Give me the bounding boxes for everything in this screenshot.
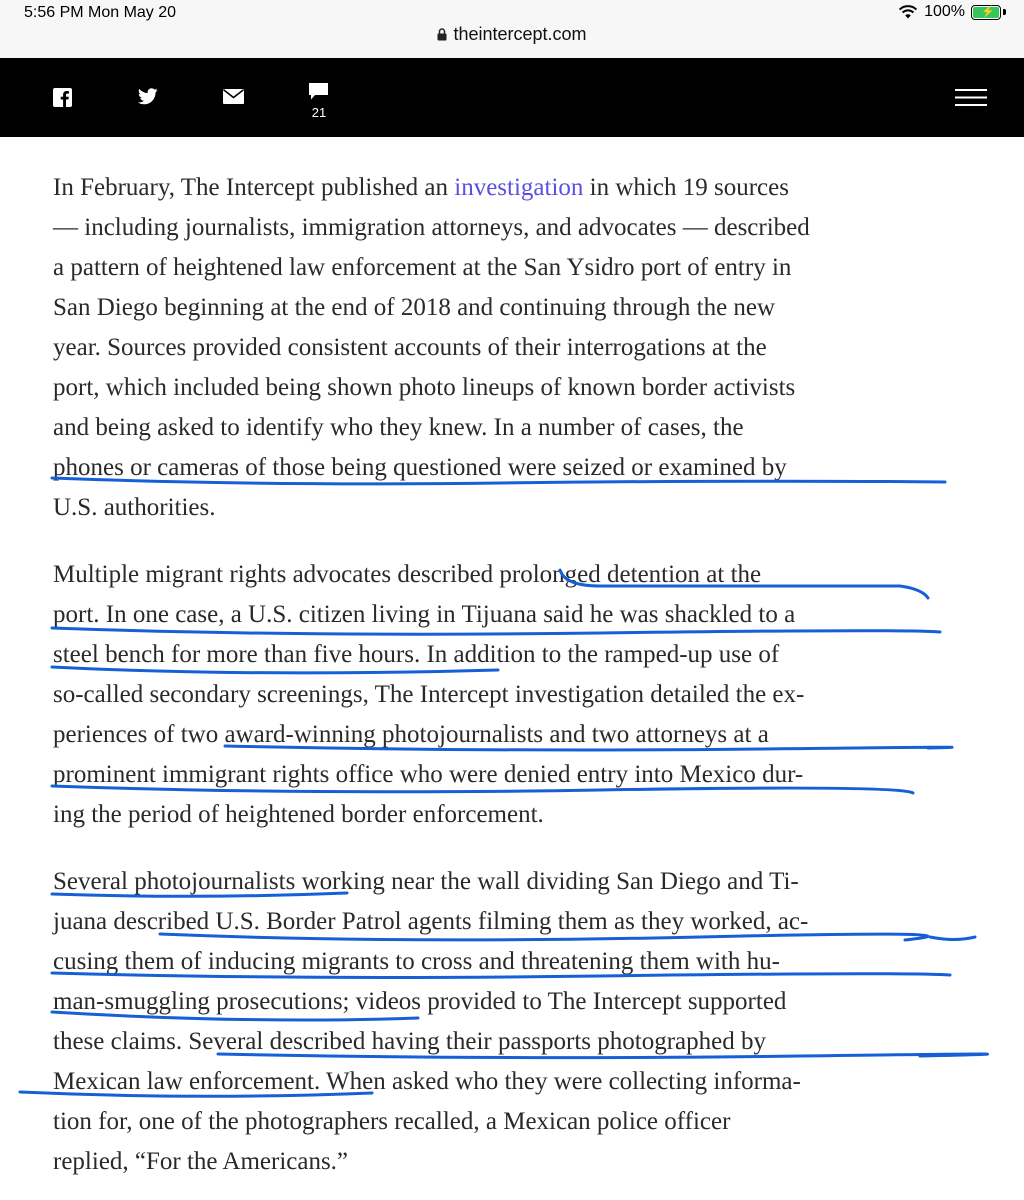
paragraph-2 [53, 555, 983, 835]
p2-line: steel bench for more than five hours. In addition to the ramped-up use of [53, 641, 780, 668]
share-toolbar [0, 58, 1024, 137]
p3-line: Mexican law enforcement. When asked who they were collecting informa- [53, 1068, 801, 1095]
status-time: 5:56 PM [24, 4, 84, 21]
mail-icon[interactable] [223, 89, 244, 104]
wifi-icon [898, 5, 918, 19]
p1-text-start: In February, The Intercept published an [53, 174, 455, 201]
status-bar [0, 0, 1024, 58]
p2-line: ing the period of heightened border enforcement. [53, 801, 544, 828]
comment-count[interactable]: 21 [311, 105, 327, 120]
p1-line: U.S. authorities. [53, 494, 216, 521]
p1-line: port, which included being shown photo lineups of known border activists [53, 374, 796, 401]
p2-line: port. In one case, a U.S. citizen living in Tijuana said he was shackled to a [53, 601, 796, 628]
p1-text-end: in which 19 sources [583, 174, 789, 201]
p3-line: these claims. Several described having their passports photographed by [53, 1028, 767, 1055]
url-text: theintercept.com [453, 24, 587, 44]
p3-line: juana described U.S. Border Patrol agents filming them as they worked, ac- [53, 908, 809, 935]
p3-line: replied, “For the Americans.” [53, 1148, 349, 1175]
comment-icon[interactable] [309, 83, 328, 100]
p2-line: Multiple migrant rights advocates described prolonged detention at the [53, 561, 762, 588]
p2-line: prominent immigrant rights office who were denied entry into Mexico dur- [53, 761, 804, 788]
status-indicators [898, 3, 1006, 21]
p2-line: periences of two award-winning photojournalists and two attorneys at a [53, 721, 769, 748]
p1-line: and being asked to identify who they knew. In a number of cases, the [53, 414, 744, 441]
p3-line: tion for, one of the photographers recalled, a Mexican police officer [53, 1108, 731, 1135]
twitter-icon[interactable] [138, 88, 158, 105]
p3-line: Several photojournalists working near the wall dividing San Diego and Ti- [53, 868, 799, 895]
article-body [53, 168, 983, 1182]
p2-line: so-called secondary screenings, The Intercept investigation detailed the ex- [53, 681, 805, 708]
paragraph-3 [53, 862, 983, 1182]
battery-icon: ⚡ [971, 5, 1001, 20]
facebook-icon[interactable] [53, 88, 72, 107]
hamburger-menu-icon[interactable] [955, 89, 987, 106]
p1-line: — including journalists, immigration attorneys, and advocates — described [53, 214, 810, 241]
investigation-link[interactable]: investigation [454, 174, 584, 201]
p1-line: San Diego beginning at the end of 2018 and continuing through the new [53, 294, 776, 321]
p3-line: cusing them of inducing migrants to cross and threatening them with hu- [53, 948, 780, 975]
address-bar[interactable] [0, 24, 1024, 45]
p1-line: year. Sources provided consistent accounts of their interrogations at the [53, 334, 767, 361]
p1-line: a pattern of heightened law enforcement at the San Ysidro port of entry in [53, 254, 792, 281]
paragraph-1 [53, 168, 983, 528]
lock-icon [437, 28, 447, 41]
status-date: Mon May 20 [88, 4, 177, 21]
battery-percent: 100% [924, 3, 965, 20]
p3-line: man-smuggling prosecutions; videos provided to The Intercept supported [53, 988, 787, 1015]
p1-line: phones or cameras of those being questioned were seized or examined by [53, 454, 787, 481]
